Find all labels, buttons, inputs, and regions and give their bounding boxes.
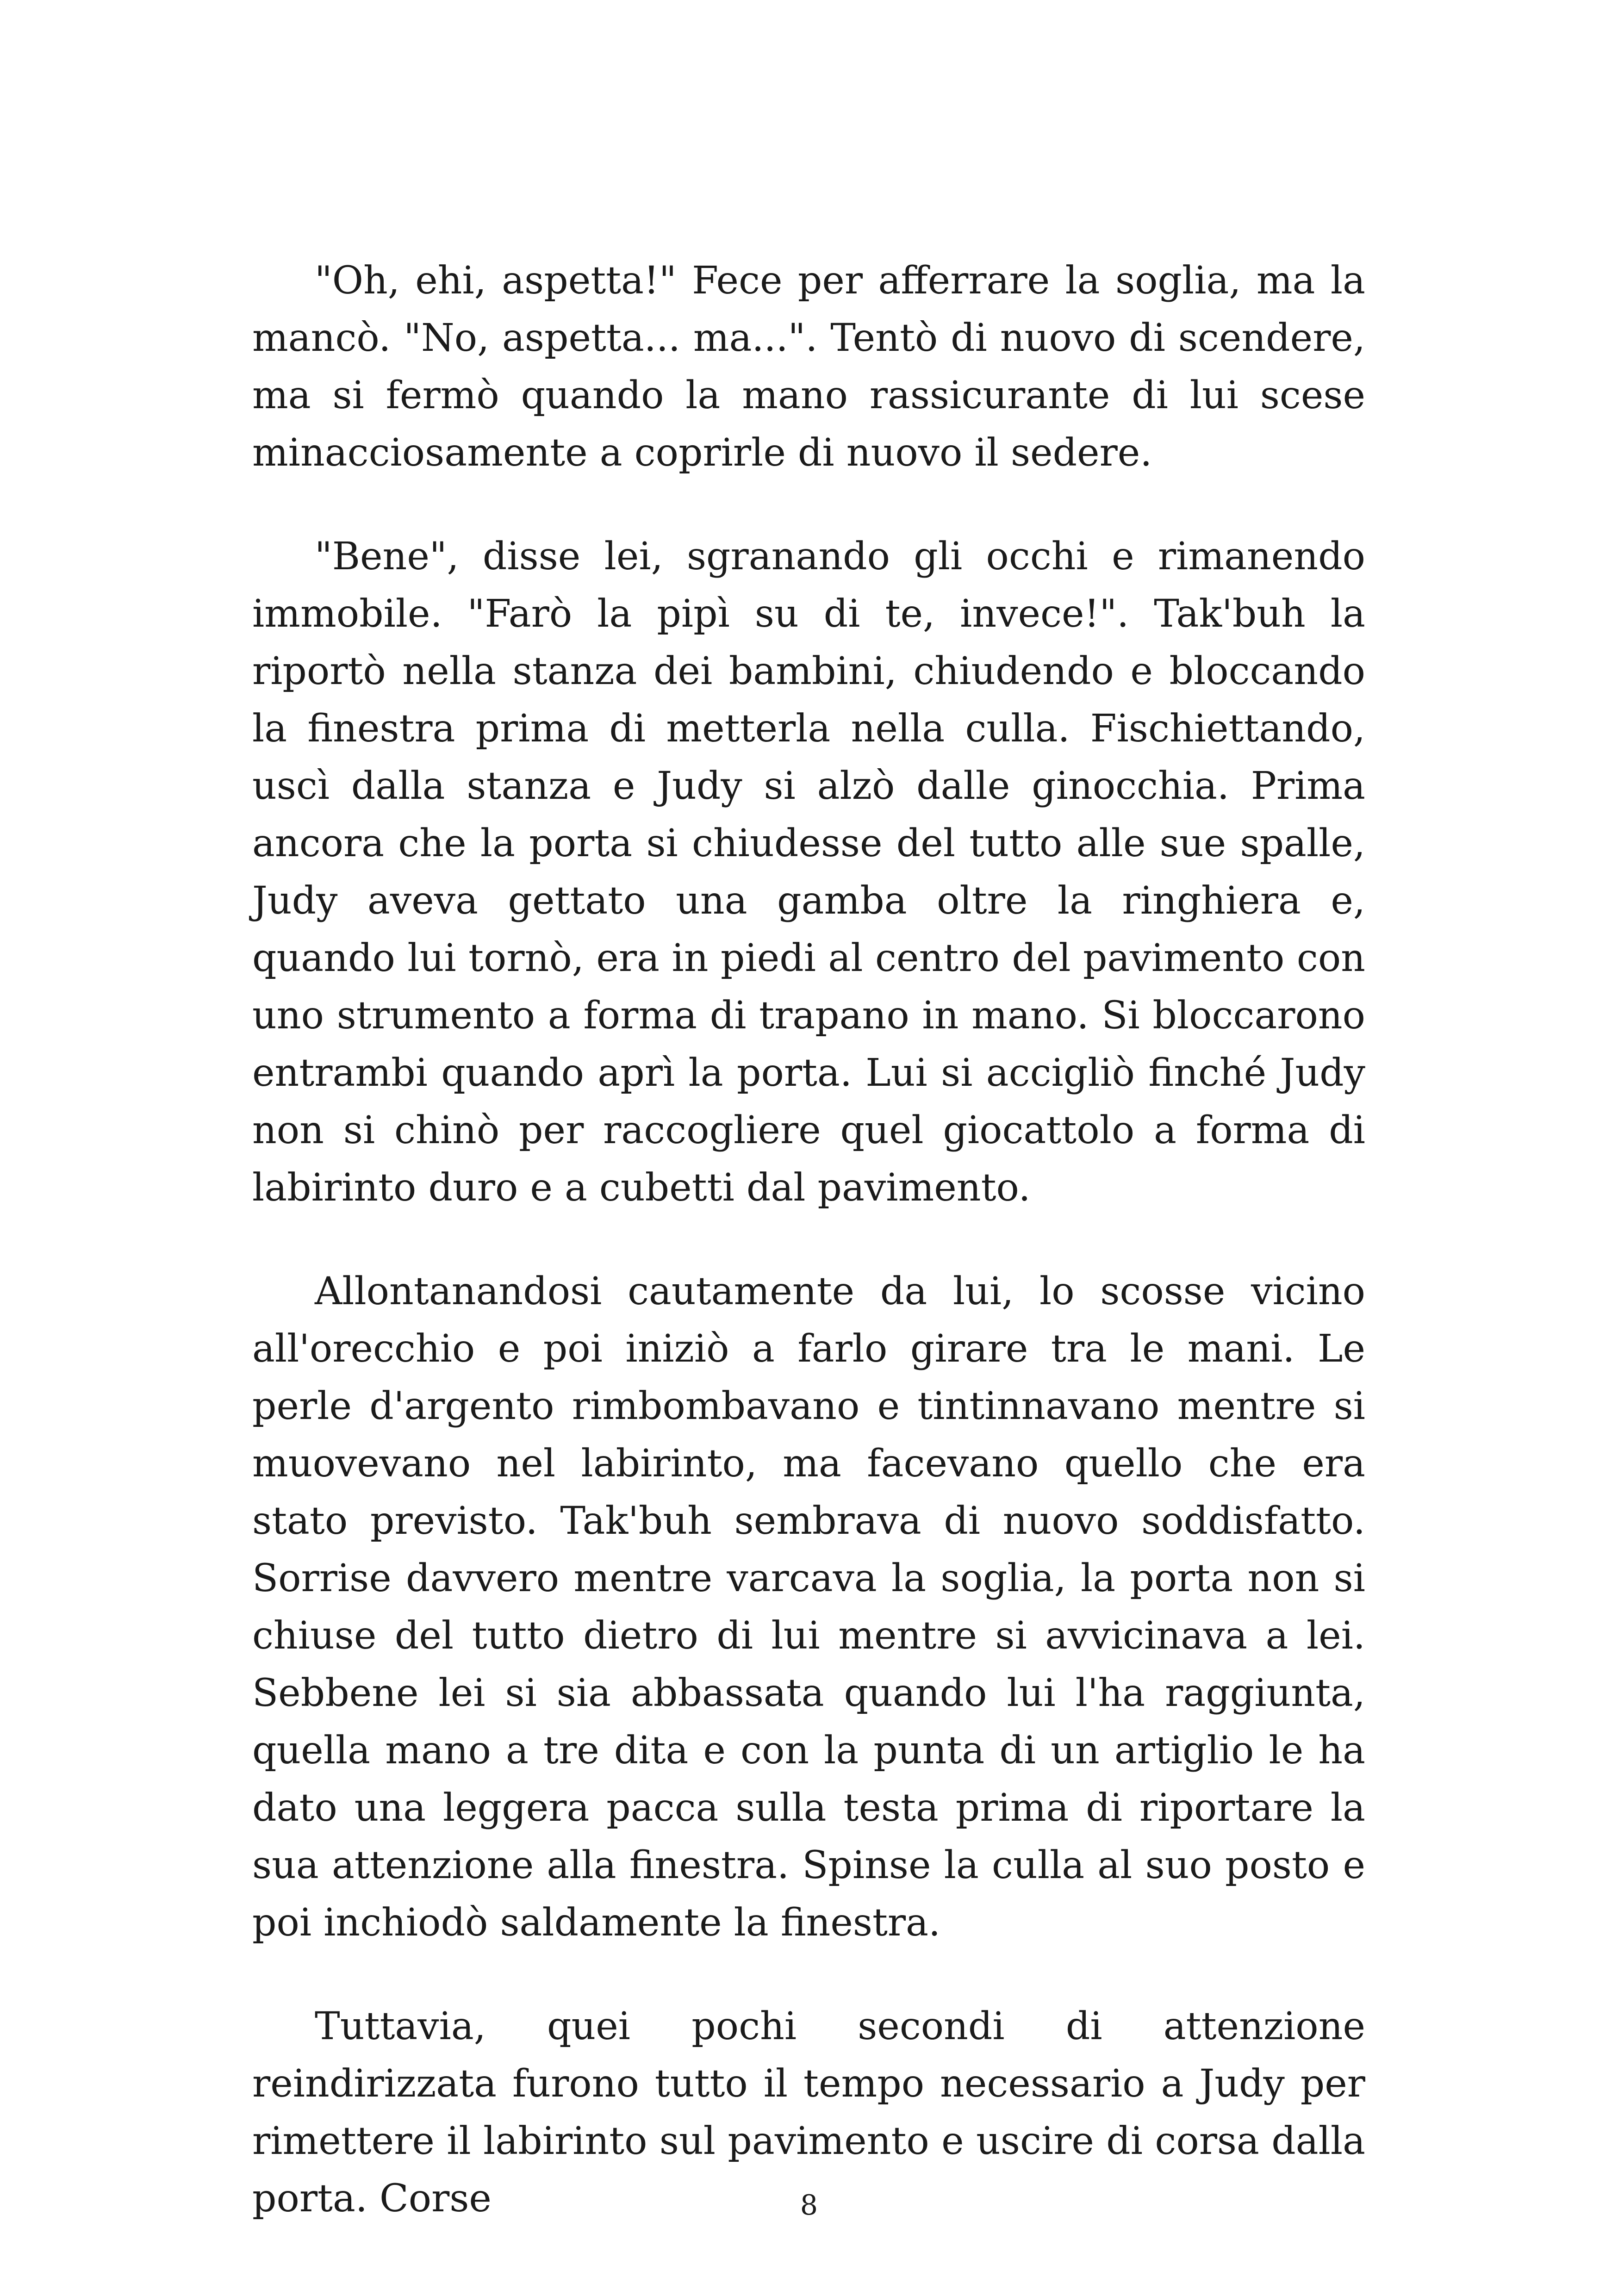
paragraph-4: Tuttavia, quei pochi secondi di attenzione reindirizzata furono tutto il tempo necessario a Judy per rimettere il labirinto sul pavimento e uscire di corsa dalla porta. Corse xyxy=(252,2004,1365,2221)
paragraph-3: Allontanandosi cautamente da lui, lo scosse vicino all'orecchio e poi iniziò a farlo girare tra le mani. Le perle d'argento rimbombavano e tintinnavano mentre si muovevano nel labirinto, ma facevano quello che era stato previsto. Tak'buh sembrava di nuovo soddisfatto. Sorrise davvero mentre varcava la soglia, la porta non si chiuse del tutto dietro di lui mentre si avvicinava a lei. Sebbene lei si sia abbassata quando lui l'ha raggiunta, quella mano a tre dita e con la punta di un artiglio le ha dato una leggera pacca sulla testa prima di riportare la sua attenzione alla finestra. Spinse la culla al suo posto e poi inchiodò saldamente la finestra. xyxy=(252,1269,1365,1945)
paragraph-1: "Oh, ehi, aspetta!" Fece per afferrare la soglia, ma la mancò. "No, aspetta... ma...". Tentò di nuovo di scendere, ma si fermò quando la mano rassicurante di lui scese minacciosamente a coprirle di nuovo il sedere. xyxy=(252,259,1365,475)
page-number: 8 xyxy=(800,2189,818,2221)
paragraph-2: "Bene", disse lei, sgranando gli occhi e rimanendo immobile. "Farò la pipì su di te, invece!". Tak'buh la riportò nella stanza dei bambini, chiudendo e bloccando la finestra prima di metterla nella culla. Fischiettando, uscì dalla stanza e Judy si alzò dalle ginocchia. Prima ancora che la porta si chiudesse del tutto alle sue spalle, Judy aveva gettato una gamba oltre la ringhiera e, quando lui tornò, era in piedi al centro del pavimento con uno strumento a forma di trapano in mano. Si bloccarono entrambi quando aprì la porta. Lui si accigliò finché Judy non si chinò per raccogliere quel giocattolo a forma di labirinto duro e a cubetti dal pavimento. xyxy=(252,535,1365,1210)
body-text xyxy=(252,252,1365,2274)
